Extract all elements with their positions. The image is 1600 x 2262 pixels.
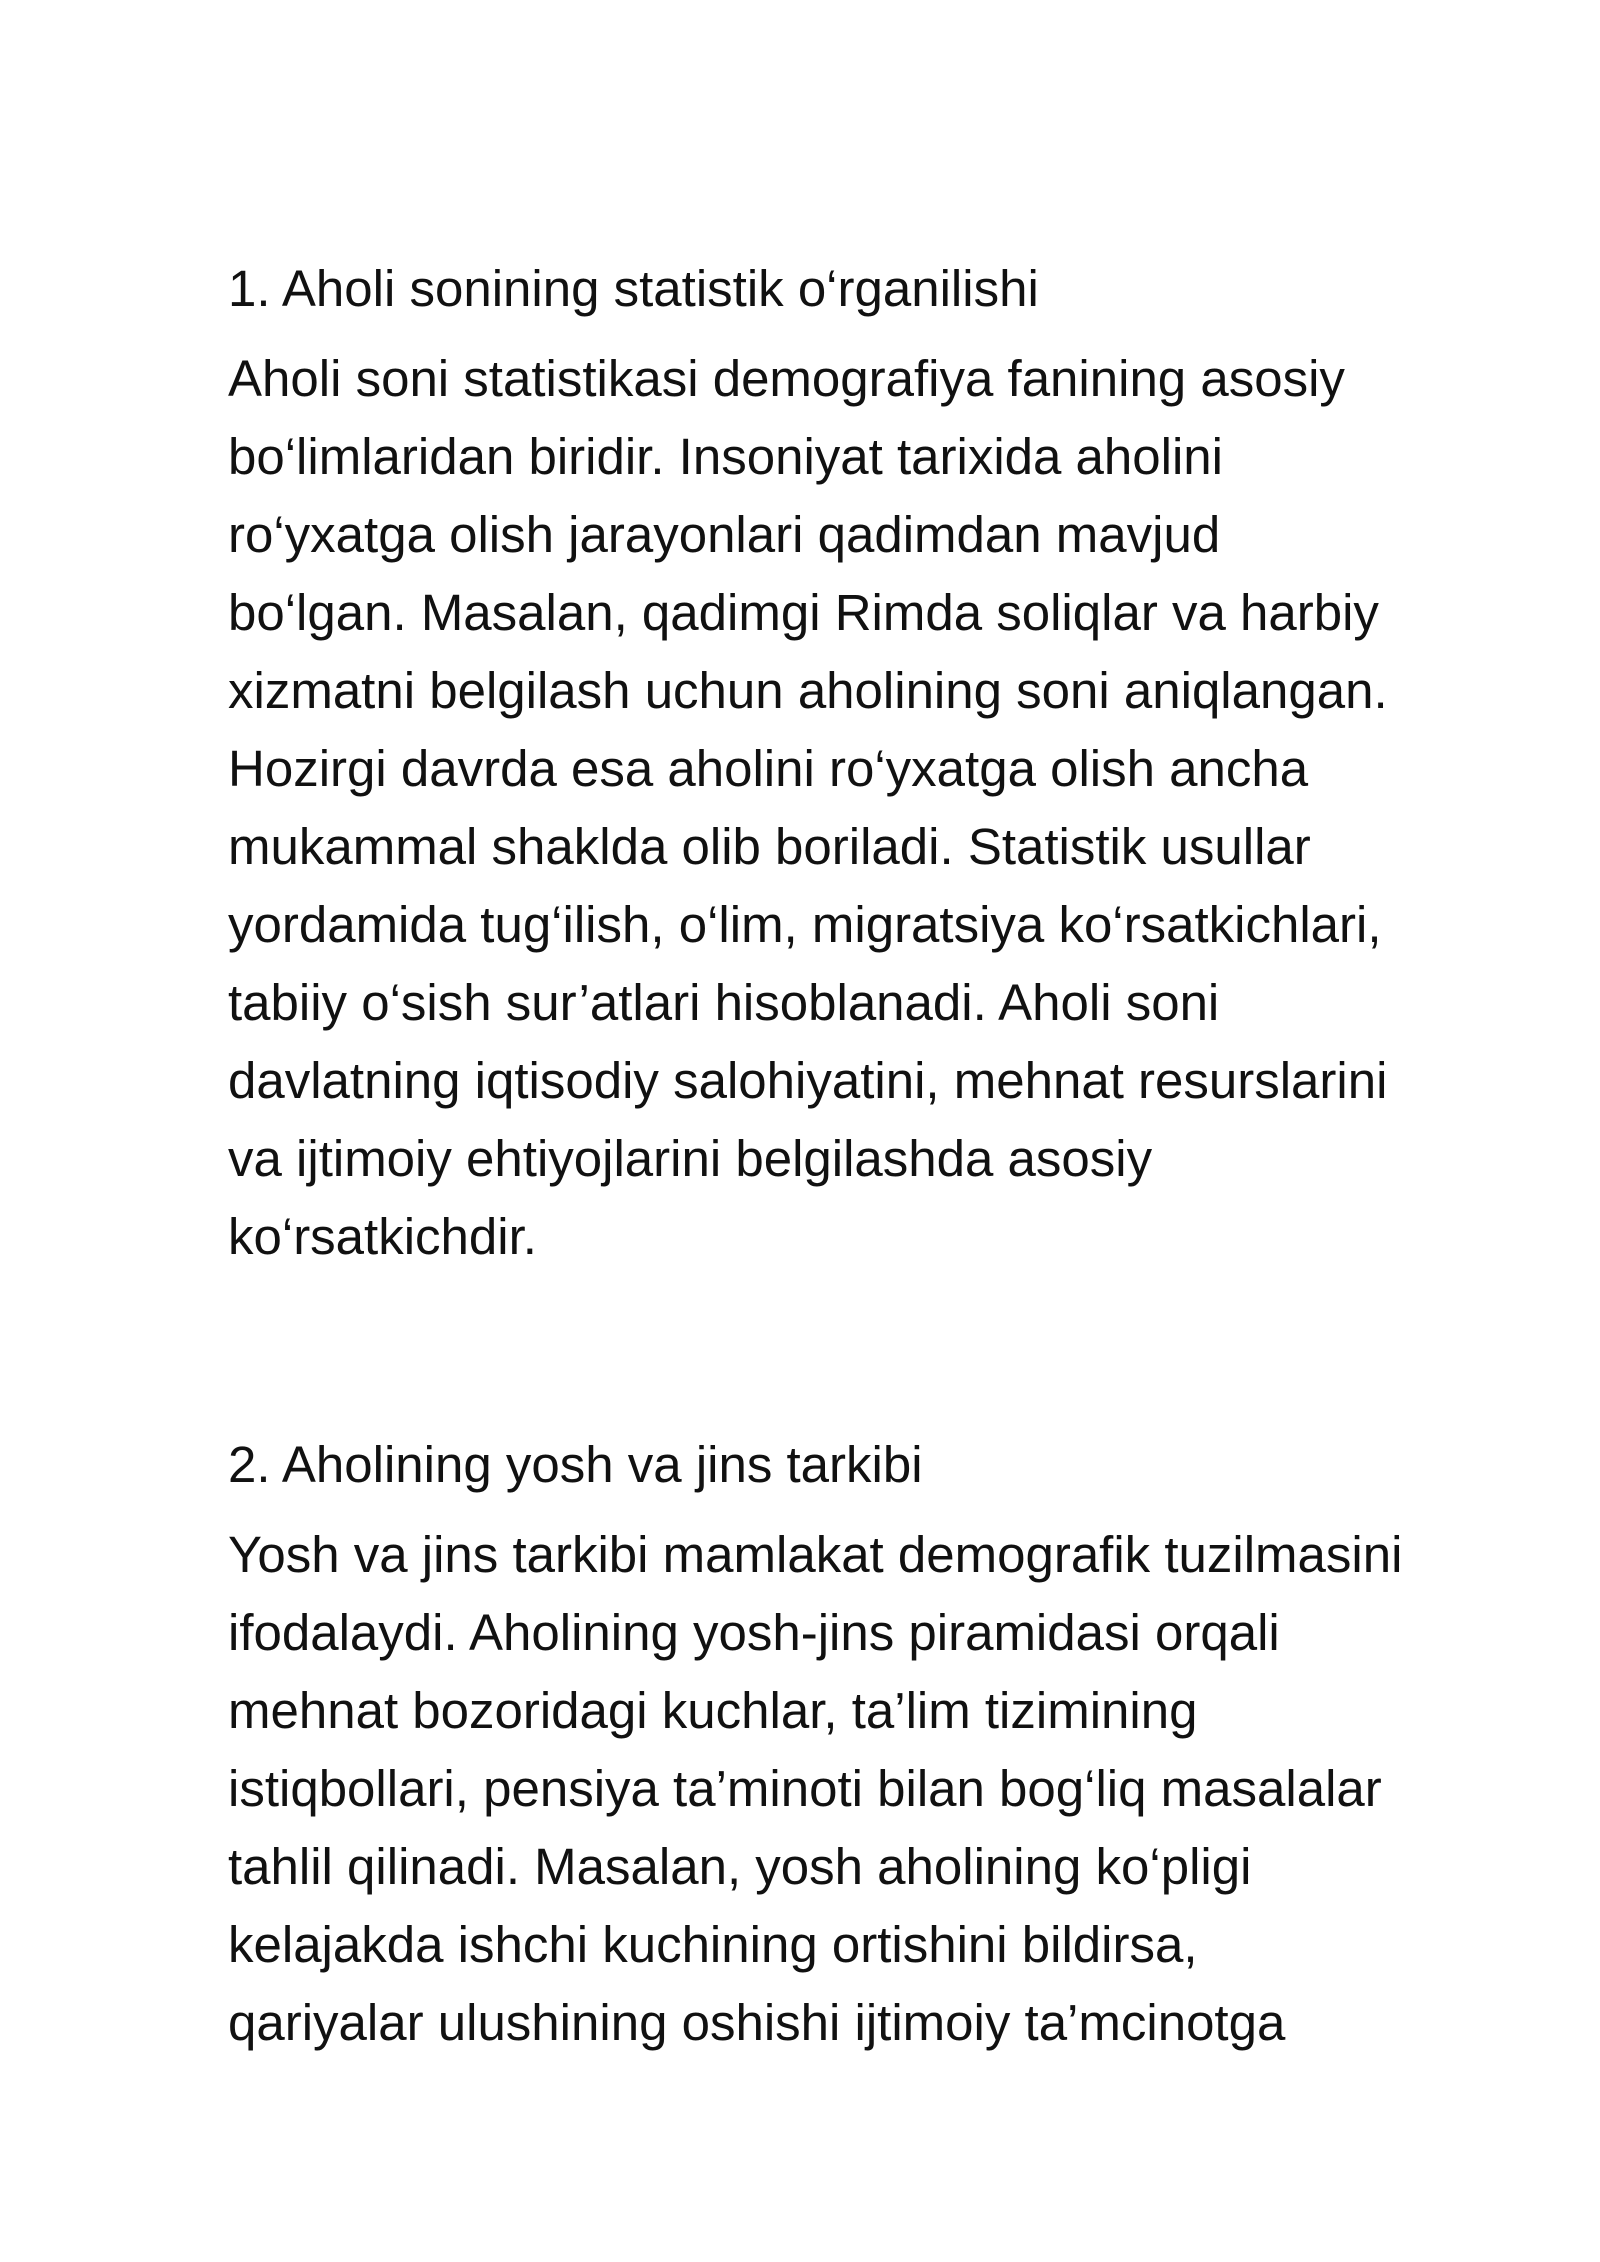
- paragraph-line: bo‘limlaridan biridir. Insoniyat tarixida aholini: [228, 428, 1223, 485]
- paragraph-line: kelajakda ishchi kuchining ortishini bildirsa,: [228, 1916, 1198, 1973]
- paragraph-line: yordamida tug‘ilish, o‘lim, migratsiya ko‘rsatkichlari,: [228, 896, 1382, 953]
- paragraph-line: va ijtimoiy ehtiyojlarini belgilashda asosiy: [228, 1130, 1153, 1187]
- paragraph-line: Hozirgi davrda esa aholini ro‘yxatga olish ancha: [228, 740, 1309, 797]
- paragraph-line: xizmatni belgilash uchun aholining soni aniqlangan.: [228, 662, 1388, 719]
- section-paragraph: [228, 340, 1508, 1276]
- document-page: [228, 250, 1508, 2062]
- paragraph-line: ifodalaydi. Aholining yosh-jins piramidasi orqali: [228, 1604, 1280, 1661]
- paragraph-line: qariyalar ulushining oshishi ijtimoiy ta’mcinotga: [228, 1994, 1286, 2051]
- paragraph-line: ro‘yxatga olish jarayonlari qadimdan mavjud: [228, 506, 1221, 563]
- paragraph-line: mukammal shaklda olib boriladi. Statistik usullar: [228, 818, 1311, 875]
- paragraph-line: tabiiy o‘sish sur’atlari hisoblanadi. Aholi soni: [228, 974, 1220, 1031]
- paragraph-line: ko‘rsatkichdir.: [228, 1208, 537, 1265]
- section-age-sex-structure: [228, 1426, 1508, 2062]
- paragraph-line: Yosh va jins tarkibi mamlakat demografik tuzilmasini: [228, 1526, 1403, 1583]
- paragraph-line: mehnat bozoridagi kuchlar, ta’lim tizimining: [228, 1682, 1198, 1739]
- paragraph-line: bo‘lgan. Masalan, qadimgi Rimda soliqlar va harbiy: [228, 584, 1379, 641]
- paragraph-line: Aholi soni statistikasi demografiya fanining asosiy: [228, 350, 1345, 407]
- paragraph-line: tahlil qilinadi. Masalan, yosh aholining ko‘pligi: [228, 1838, 1252, 1895]
- section-population-statistics: [228, 250, 1508, 1276]
- section-heading: 2. Aholining yosh va jins tarkibi: [228, 1436, 923, 1493]
- section-paragraph: [228, 1516, 1508, 2062]
- paragraph-line: istiqbollari, pensiya ta’minoti bilan bog‘liq masalalar: [228, 1760, 1382, 1817]
- paragraph-line: davlatning iqtisodiy salohiyatini, mehnat resurslarini: [228, 1052, 1388, 1109]
- section-heading: 1. Aholi sonining statistik o‘rganilishi: [228, 260, 1039, 317]
